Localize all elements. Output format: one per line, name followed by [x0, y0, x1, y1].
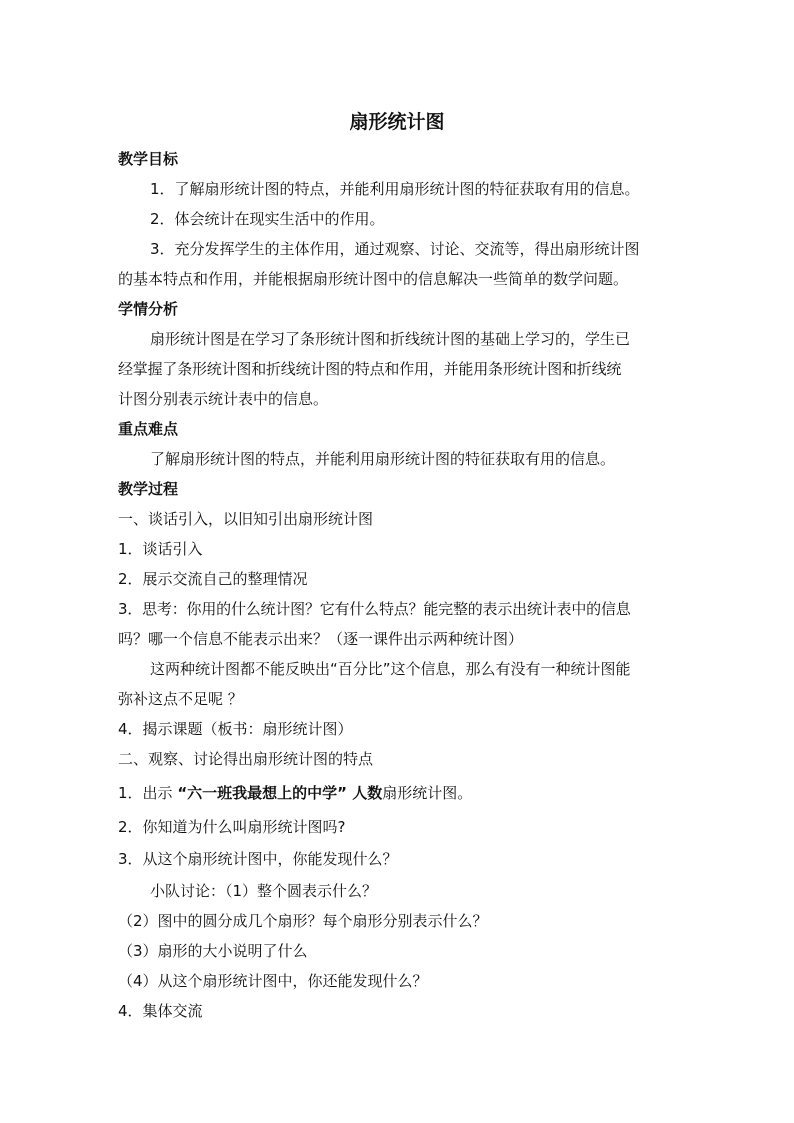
key-points-heading: 重点难点: [118, 420, 179, 438]
process-part-2-step-1-suffix: 扇形统计图。: [382, 784, 473, 802]
process-part-1-step-3-line-1: 3．思考：你用的什么统计图？它有什么特点？能完整的表示出统计表中的信息: [118, 600, 631, 618]
discussion-question-2: （2）图中的圆分成几个扇形？每个扇形分别表示什么？: [118, 912, 488, 930]
discussion-question-1: 小队讨论：（1）整个圆表示什么？: [150, 882, 378, 900]
analysis-line-1: 扇形统计图是在学习了条形统计图和折线统计图的基础上学习的，学生已: [150, 330, 631, 348]
process-part-2-step-2: 2．你知道为什么叫扇形统计图吗?: [118, 818, 346, 836]
analysis-heading: 学情分析: [118, 300, 179, 318]
process-part-1-paragraph-line-2: 弥补这点不足呢 ？: [118, 690, 243, 708]
analysis-line-3: 计图分别表示统计表中的信息。: [118, 390, 329, 408]
process-part-1-paragraph-line-1: 这两种统计图都不能反映出“百分比”这个信息，那么有没有一种统计图能: [150, 660, 631, 678]
key-points-line-1: 了解扇形统计图的特点，并能利用扇形统计图的特征获取有用的信息。: [150, 450, 616, 468]
discussion-question-3: （3）扇形的大小说明了什么: [118, 942, 308, 960]
process-part-1-step-4: 4．揭示课题（板书：扇形统计图）: [118, 720, 353, 738]
process-part-2-step-1-emphasis: “六一班我最想上的中学” 人数: [177, 784, 383, 802]
page-title: 扇形统计图: [349, 111, 445, 133]
objectives-heading: 教学目标: [118, 150, 179, 168]
objective-item-1: 1．了解扇形统计图的特点，并能利用扇形统计图的特征获取有用的信息。: [150, 180, 640, 198]
process-part-2-step-1: [118, 782, 678, 804]
process-part-1-title: 一、谈话引入，以旧知引出扇形统计图: [118, 510, 374, 528]
objective-item-3-line-1: 3．充分发挥学生的主体作用，通过观察、讨论、交流等，得出扇形统计图: [150, 240, 640, 258]
objective-item-2: 2．体会统计在现实生活中的作用。: [150, 210, 385, 228]
process-heading: 教学过程: [118, 480, 179, 498]
process-part-1-step-3-line-2: 吗？哪一个信息不能表示出来？（逐一课件出示两种统计图）: [118, 630, 524, 648]
discussion-question-4: （4）从这个扇形统计图中，你还能发现什么？: [118, 972, 428, 990]
analysis-line-2: 经掌握了条形统计图和折线统计图的特点和作用，并能用条形统计图和折线统: [118, 360, 622, 378]
process-part-2-step-1-prefix: 1．出示: [118, 784, 178, 802]
process-part-2-title: 二、观察、讨论得出扇形统计图的特点: [118, 750, 374, 768]
objective-item-3-line-2: 的基本特点和作用，并能根据扇形统计图中的信息解决一些简单的数学问题。: [118, 270, 629, 288]
process-part-1-step-1: 1．谈话引入: [118, 540, 203, 558]
process-part-2-step-3: 3．从这个扇形统计图中，你能发现什么？: [118, 850, 398, 868]
process-part-2-step-4: 4．集体交流: [118, 1002, 203, 1020]
process-part-1-step-2: 2．展示交流自己的整理情况: [118, 570, 308, 588]
